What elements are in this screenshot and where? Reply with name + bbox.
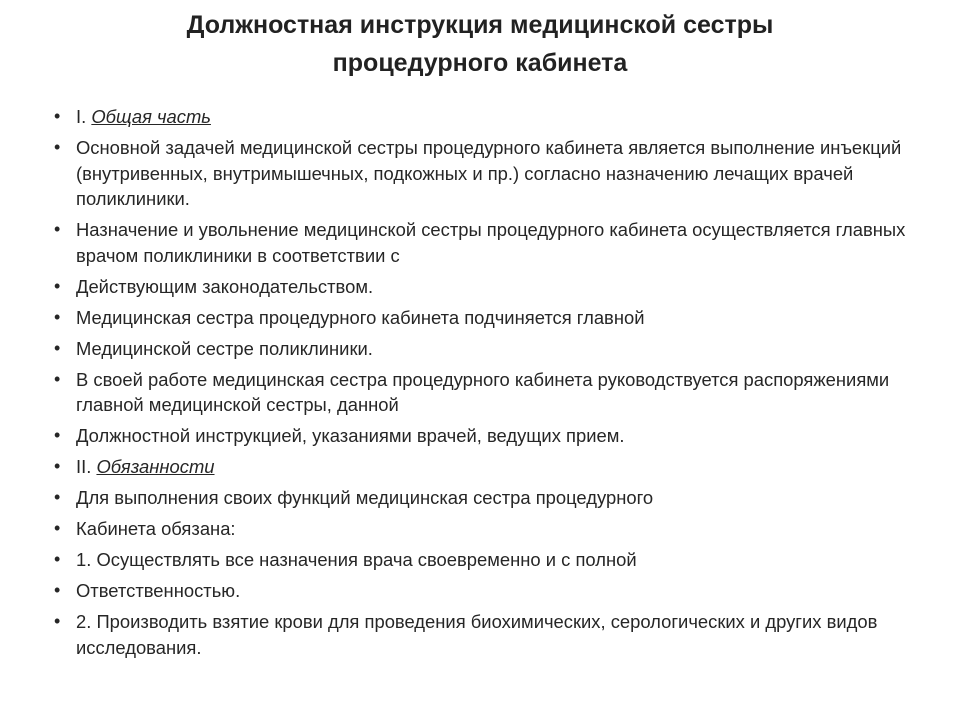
list-item — [52, 104, 922, 130]
page-title — [0, 6, 960, 82]
list-item-text: В своей работе медицинская сестра процедурного кабинета руководствуется распоряжениями главной медицинской сестры, данной — [76, 368, 890, 415]
list-item — [52, 547, 922, 573]
section-number: II. — [76, 456, 97, 477]
bullet-icon: • — [54, 611, 61, 631]
list-item — [52, 454, 922, 480]
bullet-icon: • — [54, 137, 61, 157]
list-item — [52, 516, 922, 542]
section-number: I. — [76, 106, 92, 127]
list-item-text: Назначение и увольнение медицинской сестры процедурного кабинета осуществляется главных врачом поликлиники в соответствии с — [76, 219, 906, 266]
list-item-text: Действующим законодательством. — [76, 275, 374, 297]
list-item-text: Основной задачей медицинской сестры процедурного кабинета является выполнение инъекций (внутривенных, внутримышечных, подкожных и пр.) согласно назначению лечащих врачей поликлиники. — [76, 137, 902, 209]
list-item — [52, 217, 922, 268]
list-item-text: 2. Производить взятие крови для проведения биохимических, серологических и других видов исследования. — [76, 611, 878, 658]
list-item — [52, 578, 922, 604]
list-item — [52, 305, 922, 331]
list-item — [52, 274, 922, 300]
bullet-icon: • — [54, 487, 61, 507]
list-item-text: Медицинская сестра процедурного кабинета подчиняется главной — [76, 306, 645, 328]
list-item-text: Ответственностью. — [76, 580, 241, 601]
list-item-text: 1. Осуществлять все назначения врача своевременно и с полной — [76, 549, 637, 570]
list-item-text: Кабинета обязана: — [76, 518, 236, 539]
list-item — [52, 609, 922, 660]
list-item-text: Должностной инструкцией, указаниями врачей, ведущих прием. — [76, 425, 625, 446]
list-item — [52, 135, 922, 212]
title-line-2: процедурного кабинета — [332, 49, 628, 77]
bullet-icon: • — [54, 219, 61, 239]
bullet-icon: • — [54, 368, 61, 389]
bullet-icon: • — [54, 275, 61, 296]
list-item-text: Для выполнения своих функций медицинская сестра процедурного — [76, 487, 654, 508]
bullet-icon: • — [54, 106, 61, 126]
section-heading: Общая часть — [91, 106, 211, 127]
list-item-text: Медицинской сестре поликлиники. — [76, 337, 373, 359]
title-line-1: Должностная инструкция медицинской сестры — [186, 11, 774, 39]
bullet-icon: • — [54, 518, 61, 538]
bullet-icon: • — [54, 425, 61, 445]
bullet-icon: • — [54, 456, 61, 476]
bullet-icon: • — [54, 306, 61, 327]
list-item — [52, 336, 922, 362]
bullet-list — [52, 104, 922, 666]
section-heading: Обязанности — [96, 456, 215, 477]
list-item — [52, 485, 922, 511]
list-item — [52, 367, 922, 418]
list-item — [52, 423, 922, 449]
bullet-icon: • — [54, 580, 61, 600]
bullet-icon: • — [54, 337, 61, 358]
bullet-icon: • — [54, 549, 61, 569]
